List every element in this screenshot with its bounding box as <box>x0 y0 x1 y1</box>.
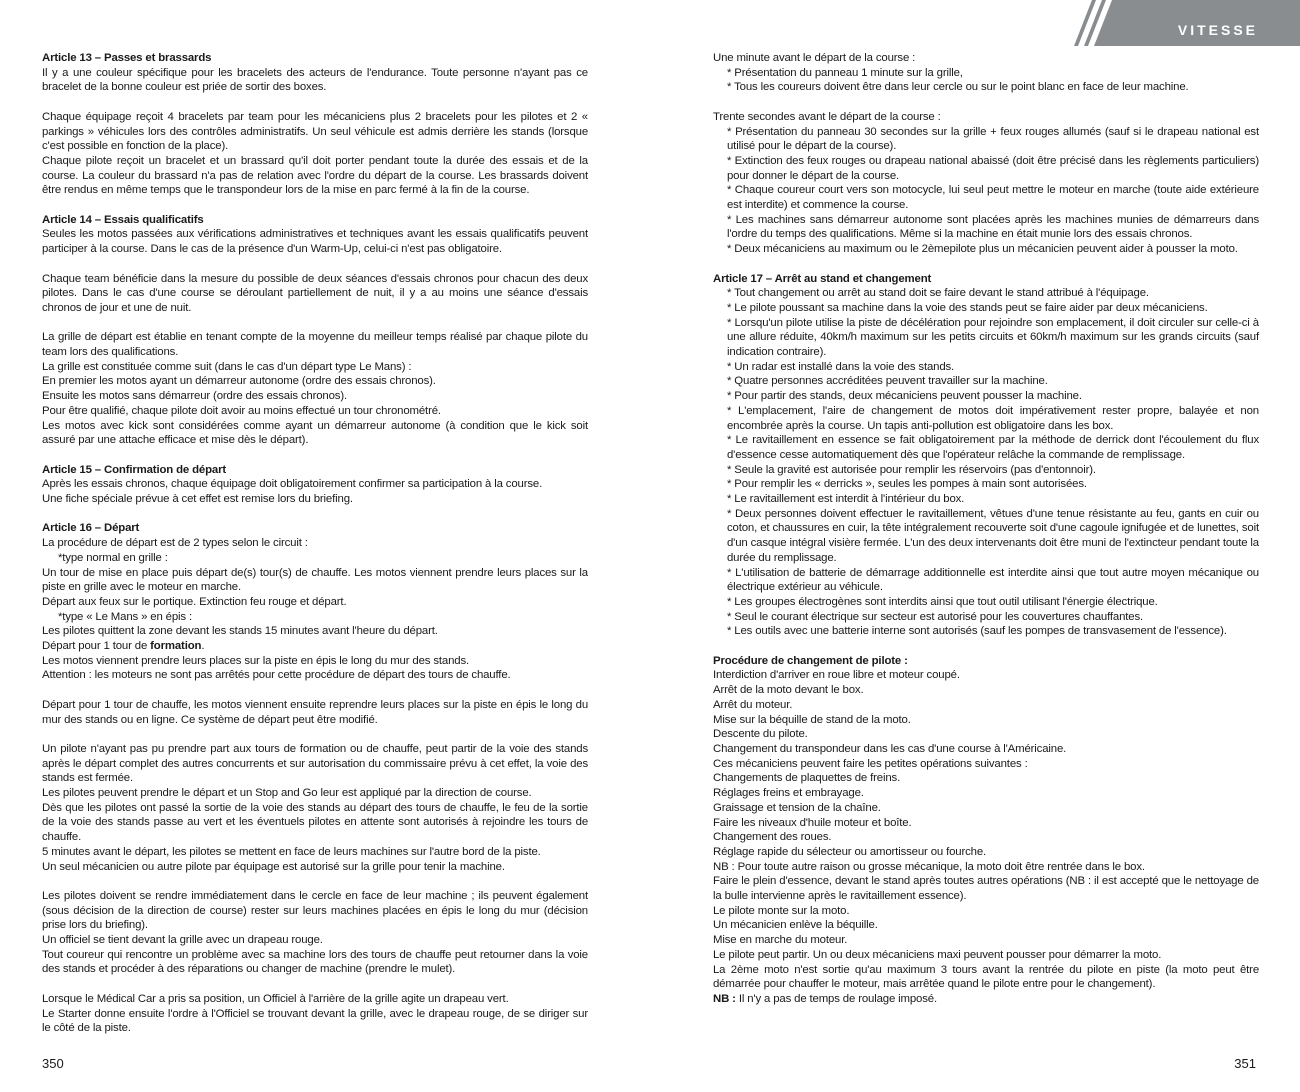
article-16-subtype: *type normal en grille : <box>58 551 168 564</box>
page-number: 351 <box>1234 1056 1256 1071</box>
article-16-line: Les pilotes quittent la zone devant les stands 15 minutes avant l'heure du départ. <box>42 625 438 638</box>
left-column <box>42 51 588 1036</box>
article-14-title: Article 14 – Essais qualificatifs <box>42 213 204 226</box>
list-item: * Présentation du panneau 30 secondes sur la grille + feux rouges allumés (sauf si le drapeau national est utilisé pour le départ de la course). <box>727 125 1259 153</box>
article-16-paragraph: Lorsque le Médical Car a pris sa position, un Officiel à l'arrière de la grille agite un drapeau vert. <box>42 992 509 1005</box>
list-item: * L'emplacement, l'aire de changement de motos doit impérativement rester propre, balayée et non encombrée après la course. Un tapis anti-pollution est obligatoire dans les box. <box>727 404 1259 432</box>
procedure-step: Ces mécaniciens peuvent faire les petites opérations suivantes : <box>713 757 1028 770</box>
article-16-paragraph: Les pilotes peuvent prendre le départ et un Stop and Go leur est appliqué par la direction de course. <box>42 787 532 800</box>
article-16-line: Les motos viennent prendre leurs places sur la piste en épis le long du mur des stands. <box>42 654 470 667</box>
article-15-line: Après les essais chronos, chaque équipage doit obligatoirement confirmer sa participation à la course. <box>42 478 543 491</box>
article-16-paragraph: Tout coureur qui rencontre un problème avec sa machine lors des tours de chauffe peut retourner dans la voie des stands et procéder à des réparations ou changer de machine (prendre le mulet). <box>42 948 588 976</box>
article-14-line: Ensuite les motos sans démarreur (ordre des essais chronos). <box>42 390 348 403</box>
procedure-step: Le pilote peut partir. Un ou deux mécaniciens maxi peuvent pousser pour démarrer la moto. <box>713 948 1162 961</box>
article-16-subtype: *type « Le Mans » en épis : <box>58 610 192 623</box>
list-item: * Seul le courant électrique sur secteur est autorisé pour les couvertures chauffantes. <box>727 610 1144 623</box>
procedure-step: Changement du transpondeur dans les cas d'une course à l'Américaine. <box>713 743 1067 755</box>
procedure-step: Interdiction d'arriver en roue libre et moteur coupé. <box>713 669 960 682</box>
article-16-title: Article 16 – Départ <box>42 522 140 535</box>
article-16-paragraph: Un pilote n'ayant pas pu prendre part aux tours de formation ou de chauffe, peut partir de la voie des stands après le départ complet des autres concurrents et sur autorisation du commissaire prévu à cet effet, la voie des stands est fermée. <box>42 742 588 785</box>
list-item: * Le pilote poussant sa machine dans la voie des stands peut se faire aider par deux mécaniciens. <box>727 301 1208 314</box>
thirty-seconds-list <box>713 125 1259 257</box>
procedure-step: Réglage rapide du sélecteur ou amortisseur ou fourche. <box>713 845 987 858</box>
procedure-step: Changement des roues. <box>713 831 832 844</box>
list-item: * Les groupes électrogènes sont interdits ainsi que tout outil utilisant l'énergie électrique. <box>727 595 1158 608</box>
article-15-line: Une fiche spéciale prévue à cet effet est remise lors du briefing. <box>42 493 353 506</box>
article-17-list <box>713 286 1259 639</box>
article-16-paragraph: Le Starter donne ensuite l'ordre à l'Officiel se trouvant devant la grille, avec le drapeau rouge, de se diriger sur le côté de la piste. <box>42 1007 588 1035</box>
list-item: * Seule la gravité est autorisée pour remplir les réservoirs (pas d'entonnoir). <box>727 463 1096 476</box>
article-14-paragraph: Chaque team bénéficie dans la mesure du possible de deux séances d'essais chronos pour chacun des deux pilotes. Dans le cas d'une course se déroulant partiellement de nuit, il y a au moins une séance d'essais chronos de jour et une de nuit. <box>42 272 588 314</box>
procedure-step: Arrêt du moteur. <box>713 698 793 711</box>
section-title: VITESSE <box>1177 22 1258 38</box>
procedure-step: Mise sur la béquille de stand de la moto. <box>713 713 911 726</box>
procedure-step: Graissage et tension de la chaîne. <box>713 801 881 814</box>
list-item: * Extinction des feux rouges ou drapeau national abaissé (doit être précisé dans les règlements particuliers) pour donner le départ de la course. <box>727 154 1259 182</box>
procedure-step: Mise en marche du moteur. <box>713 934 848 947</box>
list-item: * Présentation du panneau 1 minute sur la grille, <box>727 66 963 79</box>
article-16-line: Attention : les moteurs ne sont pas arrêtés pour cette procédure de départ des tours de chauffe. <box>42 669 511 682</box>
bold-word: formation <box>150 640 202 653</box>
procedure-step: Un mécanicien enlève la béquille. <box>713 919 878 932</box>
list-item: * Deux mécaniciens au maximum ou le 2èmepilote plus un mécanicien peuvent aider à pousser la moto. <box>727 243 1238 256</box>
right-column <box>713 51 1259 1007</box>
article-16-line: Départ aux feux sur le portique. Extinction feu rouge et départ. <box>42 595 347 608</box>
list-item: * Un radar est installé dans la voie des stands. <box>727 360 955 373</box>
list-item: * Le ravitaillement en essence se fait obligatoirement par la méthode de derrick dont l'écoulement du flux d'essence cesse automatiquement dès que l'opérateur relâche la commande de remplissage. <box>727 434 1259 461</box>
procedure-step: Descente du pilote. <box>713 728 808 741</box>
nb-label: NB : <box>713 992 736 1005</box>
article-14-paragraph: La grille de départ est établie en tenant compte de la moyenne du meilleur temps réalisé par chaque pilote du team lors des qualifications. <box>42 331 588 358</box>
list-item: * Quatre personnes accréditées peuvent travailler sur la machine. <box>727 375 1048 388</box>
article-16-line: 5 minutes avant le départ, les pilotes se mettent en face de leurs machines sur l'autre bord de la piste. <box>42 845 541 858</box>
procedure-title: Procédure de changement de pilote : <box>713 654 908 667</box>
list-item: * Les outils avec une batterie interne sont autorisés (sauf les pompes de transvasement de l'essence). <box>727 625 1227 638</box>
article-17-title: Article 17 – Arrêt au stand et changement <box>713 272 932 285</box>
nb-line <box>713 992 1259 1007</box>
list-item: * L'utilisation de batterie de démarrage additionnelle est interdite ainsi que tout autre moyen mécanique ou électrique extérieur au véhicule. <box>727 566 1259 594</box>
list-item: * Tous les coureurs doivent être dans leur cercle ou sur le point blanc en face de leur machine. <box>727 81 1189 94</box>
text-run: Départ pour 1 tour de <box>42 640 151 653</box>
procedure-step: Le pilote monte sur la moto. <box>713 904 850 917</box>
one-minute-title: Une minute avant le départ de la course : <box>713 52 916 64</box>
article-16-line: La procédure de départ est de 2 types selon le circuit : <box>42 537 308 550</box>
article-13-paragraph: Il y a une couleur spécifique pour les bracelets des acteurs de l'endurance. Toute personne n'ayant pas ce bracelet de la bonne couleur est priée de sortir des boxes. <box>42 66 588 94</box>
page-number: 350 <box>42 1056 64 1071</box>
list-item: * Le ravitaillement est interdit à l'intérieur du box. <box>727 493 965 506</box>
article-16-line <box>42 639 588 654</box>
article-14-paragraph: Seules les motos passées aux vérifications administratives et techniques avant les essais qualificatifs peuvent participer à la course. Dans le cas de la présence d'un Warm-Up, celui-ci n'est pas obligatoire. <box>42 228 588 256</box>
article-14-line: La grille est constituée comme suit (dans le cas d'un départ type Le Mans) : <box>42 360 412 373</box>
text-run: . <box>201 640 205 653</box>
article-16-paragraph: Départ pour 1 tour de chauffe, les motos viennent ensuite reprendre leurs places sur la piste en épis le long du mur des stands ou en ligne. Ce système de départ peut être modifié. <box>42 698 588 726</box>
article-16-paragraph: Les pilotes doivent se rendre immédiatement dans le cercle en face de leur machine ; ils peuvent également (sous décision de la direction de course) rester sur leurs machines placées en épis le long du mur (décision prise lors du briefing). <box>42 889 588 932</box>
one-minute-list <box>713 66 1259 95</box>
list-item: * Pour partir des stands, deux mécaniciens peuvent pousser la machine. <box>727 390 1082 403</box>
procedure-step: NB : Pour toute autre raison ou grosse mécanique, la moto doit être rentrée dans le box. <box>713 860 1145 873</box>
procedure-list <box>713 668 1259 991</box>
article-13-title: Article 13 – Passes et brassards <box>42 52 212 64</box>
thirty-seconds-title: Trente secondes avant le départ de la course : <box>713 110 941 123</box>
procedure-step: La 2ème moto n'est sortie qu'au maximum 3 tours avant la rentrée du pilote en piste (la moto peut être démarrée pour chauffer le moteur, mais arrêtée quand le pilote entre pour le changement). <box>713 963 1259 991</box>
article-16-line: Un officiel se tient devant la grille avec un drapeau rouge. <box>42 934 323 947</box>
procedure-step: Réglages freins et embrayage. <box>713 787 864 800</box>
article-13-paragraph: Chaque pilote reçoit un bracelet et un brassard qu'il doit porter pendant toute la durée des essais et de la course. La couleur du brassard n'a pas de relation avec l'ordre du départ de la course. Les brassards doivent être rendus en même temps que le transpondeur lors de la mise en parc fermé à la fin de la course. <box>42 154 588 197</box>
nb-text: Il n'y a pas de temps de roulage imposé. <box>735 992 937 1005</box>
procedure-step: Faire les niveaux d'huile moteur et boîte. <box>713 816 912 829</box>
procedure-step: Faire le plein d'essence, devant le stand après toutes autres opérations (NB : il est accepté que le nettoyage de la bulle intervienne après le ravitaillement essence). <box>713 875 1259 903</box>
article-16-paragraph: Dès que les pilotes ont passé la sortie de la voie des stands au départ des tours de chauffe, le feu de la sortie de la voie des stands passe au vert et les éventuels pilotes en attente sont autorisés à rejoindre les tours de chauffe. <box>42 801 588 844</box>
article-14-line: En premier les motos ayant un démarreur autonome (ordre des essais chronos). <box>42 375 436 388</box>
list-item: * Lorsqu'un pilote utilise la piste de décélération pour rejoindre son emplacement, il doit circuler sur celle-ci à une allure réduite, 40km/h maximum sur les petits circuits et 60km/h maximum sur les grands circuits (sauf indication contraire). <box>727 316 1259 359</box>
article-13-paragraph: Chaque équipage reçoit 4 bracelets par team pour les mécaniciens plus 2 bracelets pour les pilotes et 2 « parkings » véhicules lors des contrôles administratifs. Un seul véhicule est admis derrière les stands (lorsque c'est possible en fonction de la place). <box>42 110 588 153</box>
procedure-step: Arrêt de la moto devant le box. <box>713 684 864 697</box>
right-page <box>650 0 1300 1092</box>
list-item: * Pour remplir les « derricks », seules les pompes à main sont autorisées. <box>727 478 1087 491</box>
list-item: * Chaque coureur court vers son motocycle, lui seul peut mettre le moteur en marche (toute aide extérieure est interdite) et commence la course. <box>727 184 1259 212</box>
article-16-paragraph: Un tour de mise en place puis départ de(s) tour(s) de chauffe. Les motos viennent prendre leurs places sur la piste en grille avec le moteur en marche. <box>42 566 588 594</box>
list-item: * Les machines sans démarreur autonome sont placées après les machines munies de démarreurs dans l'ordre du temps des qualifications. Même si la machine en était munie lors des essais chronos. <box>727 213 1259 241</box>
list-item: * Deux personnes doivent effectuer le ravitaillement, vêtues d'une tenue résistante au feu, gants en cuir ou coton, et chaussures en cuir, la tête intégralement recouverte soit d'une cagoule ignifugée et de lunettes, soit d'un casque intégral visière fermée. L'un des deux intervenants doit être muni de l'extincteur pendant toute la durée du remplissage. <box>727 507 1259 564</box>
article-15-title: Article 15 – Confirmation de départ <box>42 463 227 476</box>
article-14-line: Pour être qualifié, chaque pilote doit avoir au moins effectué un tour chronométré. <box>42 404 441 417</box>
procedure-step: Changements de plaquettes de freins. <box>713 772 901 785</box>
article-16-line: Un seul mécanicien ou autre pilote par équipage est autorisé sur la grille pour tenir la machine. <box>42 860 505 873</box>
article-14-paragraph: Les motos avec kick sont considérées comme ayant un démarreur autonome (à condition que le kick soit assuré par une attache efficace et mise dès le départ). <box>42 419 588 447</box>
list-item: * Tout changement ou arrêt au stand doit se faire devant le stand attribué à l'équipage. <box>727 287 1149 300</box>
